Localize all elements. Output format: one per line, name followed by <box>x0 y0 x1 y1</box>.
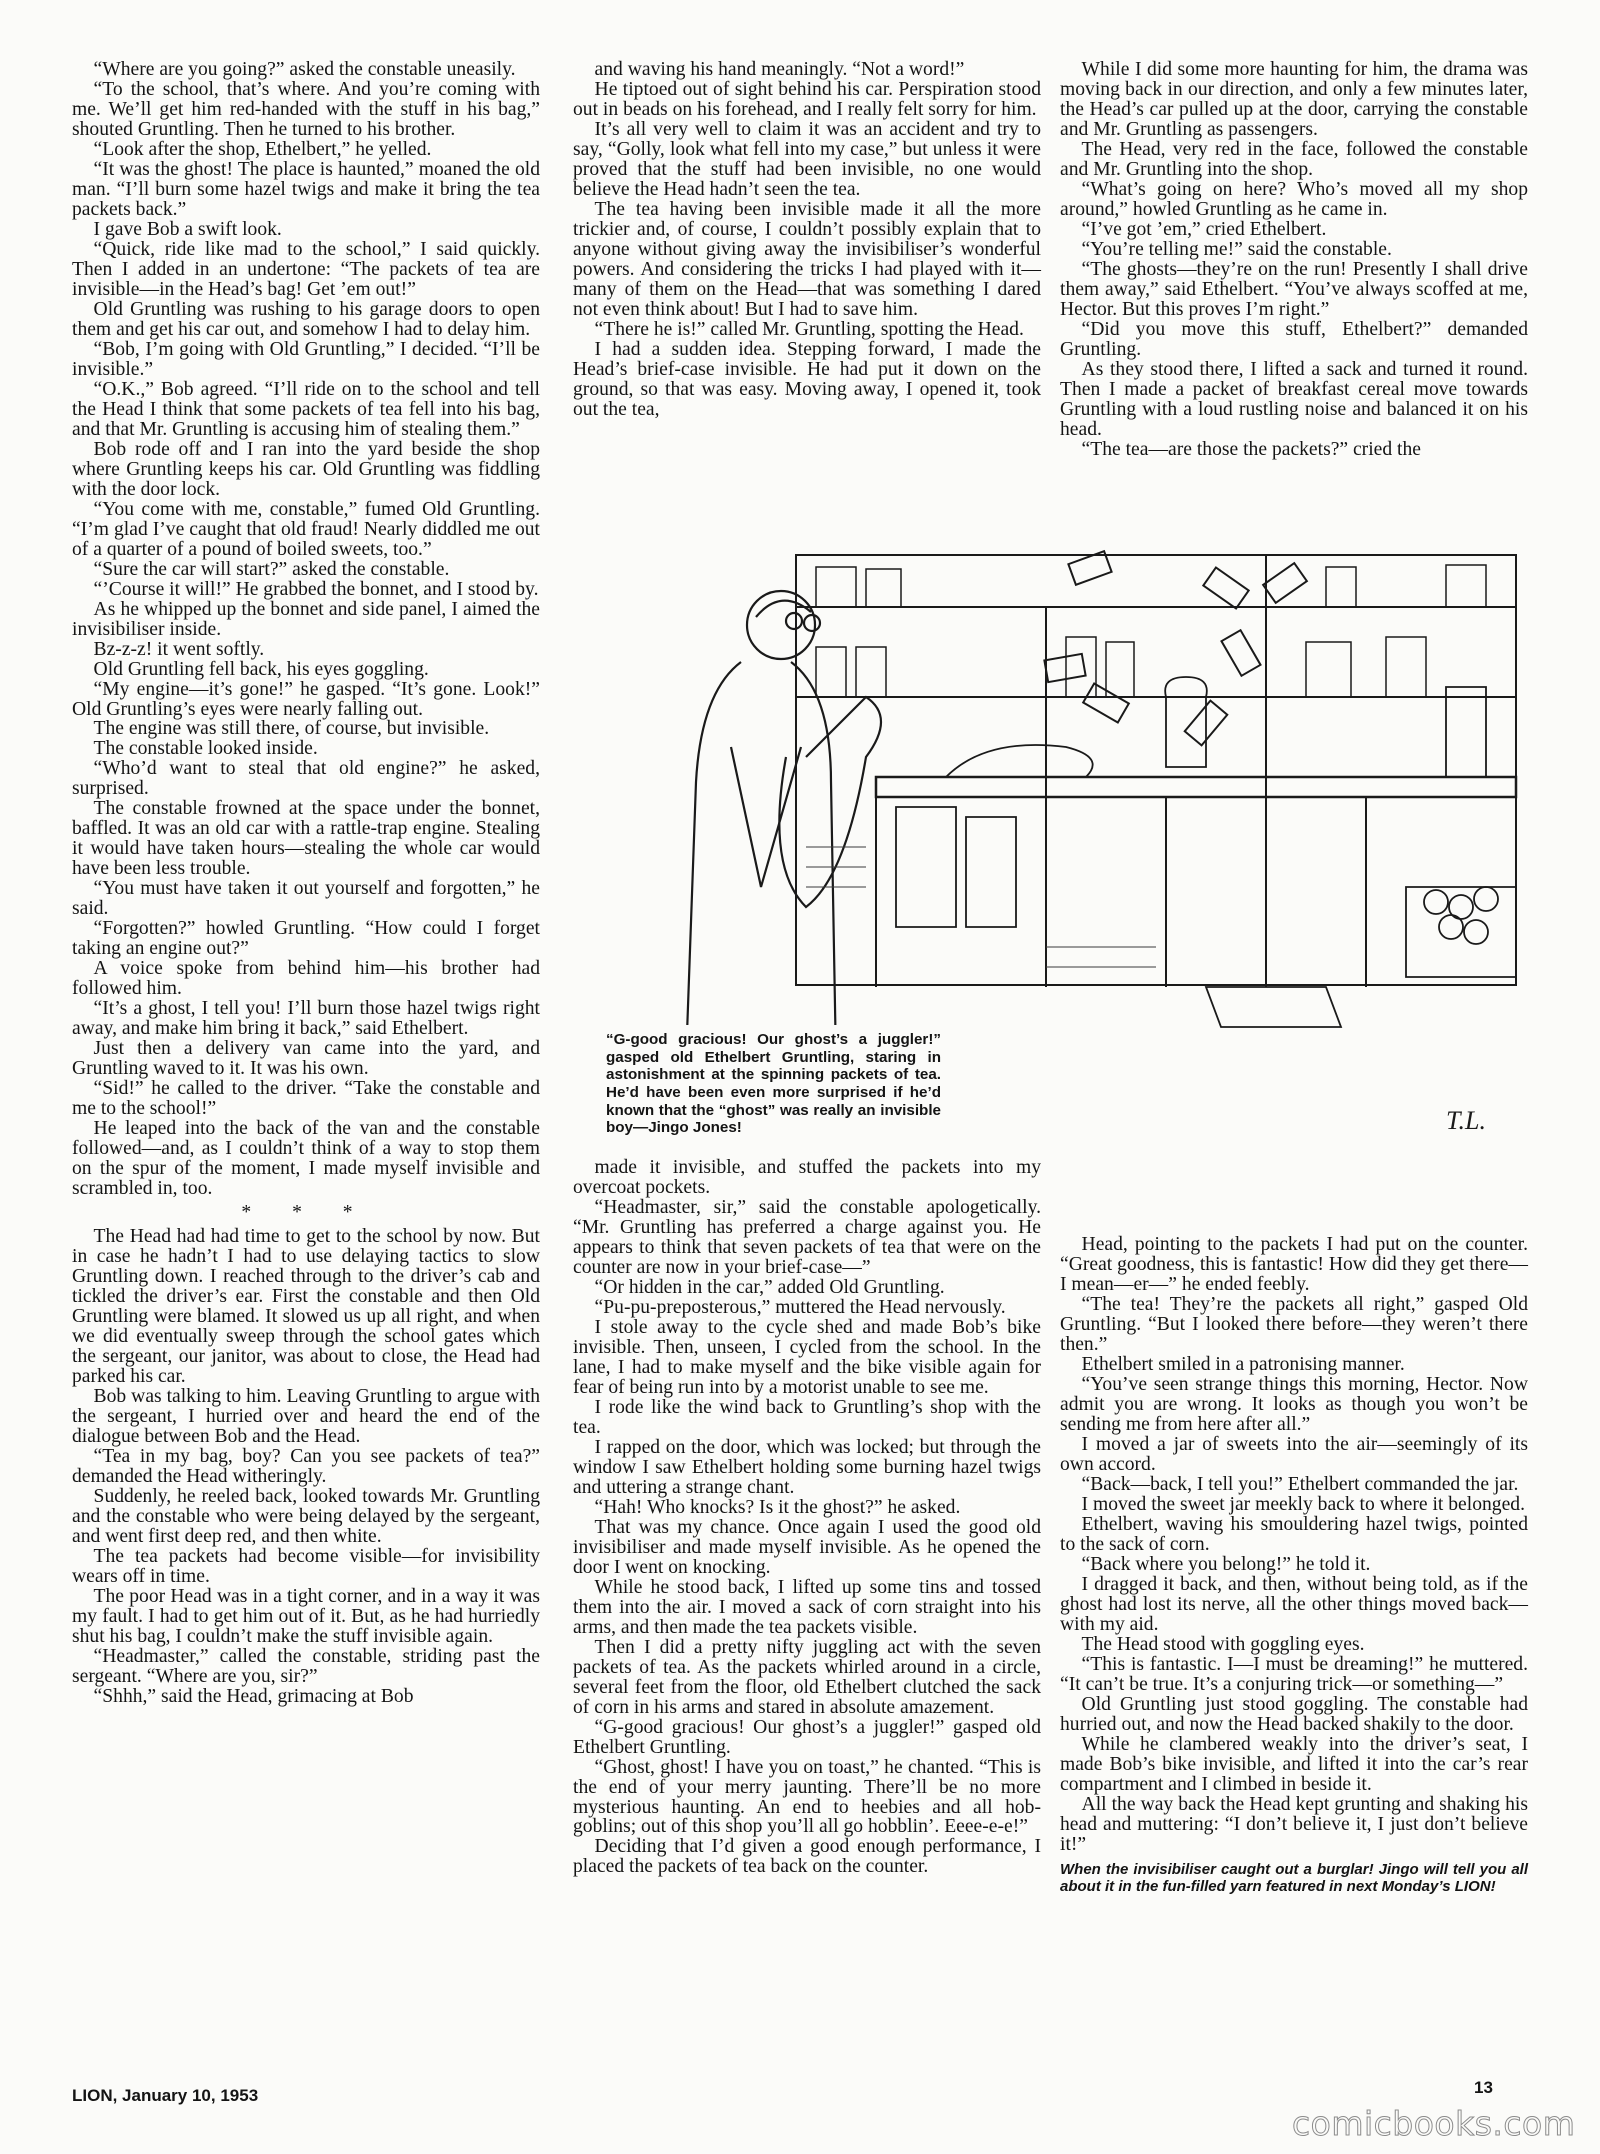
paragraph: “Tea in my bag, boy? Can you see packets of tea?” demanded the Head witheringly. <box>72 1445 540 1487</box>
paragraph: The engine was still there, of course, but invisible. <box>93 718 490 740</box>
paragraph: “Pu-pu-preposterous,” muttered the Head nervously. <box>594 1296 1006 1318</box>
paragraph: While he clambered weakly into the driver’s seat, I made Bob’s bike invisible, and lifted it into the car’s rear compartment and I climbed in beside it. <box>1060 1733 1528 1795</box>
paragraph: He leaped into the back of the van and the constable followed—and, as I couldn’t think of a way to stop them on the spur of the moment, I made myself invisible and scrambled in, too. <box>72 1118 540 1200</box>
paragraph: made it invisible, and stuffed the packets into my overcoat pockets. <box>573 1157 1041 1198</box>
paragraph: “O.K.,” Bob agreed. “I’ll ride on to the school and tell the Head I think that some packets of tea fell into his bag, and that Mr. Gruntling is accusing him of stealing them.” <box>72 378 540 440</box>
paragraph: The Head, very red in the face, followed the constable and Mr. Gruntling into the shop. <box>1060 138 1528 180</box>
paragraph: “The tea! They’re the packets all right,” gasped Old Gruntling. “But I looked there before—they weren’t there then.” <box>1060 1293 1528 1355</box>
paragraph: All the way back the Head kept grunting and shaking his head and muttering: “I don’t believe it, I just don’t believe it!” <box>1060 1793 1528 1855</box>
paragraph: Ethelbert smiled in a patronising manner. <box>1081 1353 1405 1375</box>
paragraph: “It was the ghost! The place is haunted,” moaned the old man. “I’ll burn some hazel twigs and make it bring the tea packets back.” <box>72 158 540 220</box>
paragraph: I had a sudden idea. Stepping forward, I made the Head’s brief-case invisible. He had put it down on the ground, so that was easy. Moving away, I opened it, took out the tea, <box>573 338 1041 420</box>
paragraph: I stole away to the cycle shed and made Bob’s bike invisible. Then, unseen, I cycled from the school. In the lane, I had to make myself and the bike visible again for fear of being run into by a motorist unable to see me. <box>573 1316 1041 1398</box>
paragraph: “Sure the car will start?” asked the constable. <box>93 558 450 580</box>
paragraph: The Head stood with goggling eyes. <box>1081 1633 1365 1655</box>
column-3-bottom <box>1060 1235 1528 1895</box>
paragraph: “Ghost, ghost! I have you on toast,” he chanted. “This is the end of your merry jaunting. There’ll be no more mysterious haunting. An end to heebies and all hob-goblins; out of this shop you’ll all go hobblin’. Eeee-e-e!” <box>573 1756 1041 1838</box>
paragraph: “Where are you going?” asked the constable uneasily. <box>93 59 516 80</box>
paragraph: Ethelbert, waving his smouldering hazel twigs, pointed to the sack of corn. <box>1060 1513 1528 1555</box>
paragraph: and waving his hand meaningly. “Not a word!” <box>594 59 965 80</box>
paragraph: As they stood there, I lifted a sack and turned it round. Then I made a packet of breakfast cereal move towards Gruntling with a loud rustling noise and balanced it on his head. <box>1060 358 1528 440</box>
illustration-signature: T.L. <box>1446 1106 1486 1135</box>
paragraph: The Head had had time to get to the school by now. But in case he hadn’t I had to use delaying tactics to slow Gruntling down. I reached through to the driver’s cab and tickled the driver’s ear. First the constable and then Old Gruntling were blamed. It slowed us up all right, and when we did eventually sweep through the school gates which the sergeant, our janitor, was about to close, the Head had parked his car. <box>72 1226 540 1387</box>
paragraph: “Shhh,” said the Head, grimacing at Bob <box>93 1685 414 1707</box>
paragraph: I rapped on the door, which was locked; but through the window I saw Ethelbert holding some burning hazel twigs and uttering a strange chant. <box>573 1436 1041 1498</box>
paragraph: Suddenly, he reeled back, looked towards Mr. Gruntling and the constable who were being delayed by the sergeant, and went first deep red, and then white. <box>72 1485 540 1547</box>
paragraph: “To the school, that’s where. And you’re coming with me. We’ll get him red-handed with the stuff in his bag,” shouted Gruntling. Then he turned to his brother. <box>72 78 540 140</box>
paragraph: “Who’d want to steal that old engine?” he asked, surprised. <box>72 758 540 800</box>
paragraph: “What’s going on here? Who’s moved all my shop around,” howled Gruntling as he came in. <box>1060 178 1528 220</box>
paragraph: “It’s a ghost, I tell you! I’ll burn those hazel twigs right away, and make him bring it back,” said Ethelbert. <box>72 998 540 1040</box>
flying-tea-packets <box>1044 551 1306 745</box>
paper-stack <box>1206 987 1341 1027</box>
site-watermark: comicbooks.com <box>1292 2104 1576 2143</box>
paragraph: The tea packets had become visible—for invisibility wears off in time. <box>72 1545 540 1587</box>
paragraph: Old Gruntling was rushing to his garage doors to open them and get his car out, and somehow I had to delay him. <box>72 298 540 340</box>
paragraph: Head, pointing to the packets I had put on the counter. “Great goodness, this is fantastic! How did they get there—I mean—er—” he ended feebly. <box>1060 1234 1528 1295</box>
paragraph: I moved a jar of sweets into the air—seemingly of its own accord. <box>1060 1433 1528 1475</box>
paragraph: “Headmaster,” called the constable, striding past the sergeant. “Where are you, sir?” <box>72 1645 540 1687</box>
paragraph: “Back where you belong!” he told it. <box>1081 1553 1371 1575</box>
paragraph: I dragged it back, and then, without being told, as if the ghost had lost its nerve, all the other things moved back—with my aid. <box>1060 1573 1528 1635</box>
paragraph: Bob rode off and I ran into the yard beside the shop where Gruntling keeps his car. Old Gruntling was fiddling with the door lock. <box>72 438 540 500</box>
produce-crate <box>1406 887 1516 977</box>
paragraph: Bz-z-z! it went softly. <box>93 638 265 660</box>
paragraph: He tiptoed out of sight behind his car. Perspiration stood out in beads on his forehead, and I really felt sorry for him. <box>573 78 1041 120</box>
issue-footer: LION, January 10, 1953 <box>72 2086 259 2105</box>
page-number: 13 <box>1474 2078 1493 2097</box>
paragraph: As he whipped up the bonnet and side panel, I aimed the invisibiliser inside. <box>72 598 540 640</box>
paragraph: It’s all very well to claim it was an accident and try to say, “Golly, look what fell into my case,” but unless it were proved that the stuff had been invisible, no one would believe the Head hadn’t seen the tea. <box>573 118 1041 200</box>
paragraph: Then I did a pretty nifty juggling act with the seven packets of tea. As the packets whirled around in a circle, several feet from the floor, old Ethelbert clutched the sack of corn in his arms and stared in absolute amazement. <box>573 1636 1041 1718</box>
paragraph: The tea having been invisible made it all the more trickier and, of course, I couldn’t possibly explain that to anyone without giving away the invisibiliser’s wonderful powers. And considering the tricks I had played with it—many of them on the Head—that was something I dared not even think about! But I had to save him. <box>573 198 1041 320</box>
paragraph: The poor Head was in a tight corner, and in a way it was my fault. I had to get him out of it. But, as he had hurriedly shut his bag, I couldn’t make the stuff invisible again. <box>72 1585 540 1647</box>
shopkeeper-figure <box>686 591 881 1062</box>
section-break: * * * <box>241 1202 371 1224</box>
paragraph: “Look after the shop, Ethelbert,” he yelled. <box>93 138 432 160</box>
paragraph: “This is fantastic. I—I must be dreaming!” he muttered. “It can’t be true. It’s a conjuring trick—or something—” <box>1060 1653 1528 1695</box>
paragraph: “Or hidden in the car,” added Old Gruntling. <box>594 1276 945 1298</box>
column-1 <box>72 60 540 1707</box>
paragraph: I rode like the wind back to Gruntling’s shop with the tea. <box>573 1396 1041 1438</box>
paragraph: Just then a delivery van came into the yard, and Gruntling waved to it. It was his own. <box>72 1038 540 1080</box>
paragraph: While he stood back, I lifted up some tins and tossed them into the air. I moved a sack of corn straight into his arms, and then made the tea packets visible. <box>573 1576 1041 1638</box>
paragraph: “Did you move this stuff, Ethelbert?” demanded Gruntling. <box>1060 318 1528 360</box>
paragraph: “Quick, ride like mad to the school,” I said quickly. Then I added in an undertone: “The packets of tea are invisible—in the Head’s bag! Get ’em out!” <box>72 238 540 300</box>
paragraph: “Forgotten?” howled Gruntling. “How could I forget taking an engine out?” <box>72 918 540 960</box>
paragraph: Old Gruntling fell back, his eyes goggling. <box>93 658 429 680</box>
paragraph: “There he is!” called Mr. Gruntling, spotting the Head. <box>594 318 1024 340</box>
paragraph: The constable frowned at the space under the bonnet, baffled. It was an old car with a rattle-trap engine. Stealing it would have taken hours—stealing the whole car would have been less trouble. <box>72 798 540 880</box>
paragraph: “You’ve seen strange things this morning, Hector. Now admit you are wrong. It looks as though you won’t be sending me from here after all.” <box>1060 1373 1528 1435</box>
paragraph: That was my chance. Once again I used the good old invisibiliser and made myself invisible. As he opened the door I went on knocking. <box>573 1516 1041 1578</box>
column-3-top <box>1060 60 1528 460</box>
paragraph: “My engine—it’s gone!” he gasped. “It’s gone. Look!” Old Gruntling’s eyes were nearly falling out. <box>72 678 540 720</box>
paragraph: While I did some more haunting for him, the drama was moving back in our direction, and only a few minutes later, the Head’s car pulled up at the door, carrying the constable and Mr. Gruntling as passengers. <box>1060 59 1528 140</box>
paragraph: “I’ve got ’em,” cried Ethelbert. <box>1081 218 1327 240</box>
paragraph: A voice spoke from behind him—his brother had followed him. <box>72 958 540 1000</box>
paragraph: Old Gruntling just stood goggling. The constable had hurried out, and now the Head backed shakily to the door. <box>1060 1693 1528 1735</box>
paragraph: “G-good gracious! Our ghost’s a juggler!” gasped old Ethelbert Gruntling. <box>573 1716 1041 1758</box>
paragraph: I moved the sweet jar meekly back to where it belonged. <box>1081 1493 1525 1515</box>
illustration-caption: “G-good gracious! Our ghost’s a juggler!” gasped old Ethelbert Gruntling, staring in astonishment at the spinning packets of tea. He’d have been even more surprised if he’d known that the “ghost” was really an invisible boy—Jingo Jones! <box>598 1025 949 1143</box>
shop-counter <box>876 777 1516 797</box>
shelf-unit <box>796 555 1516 985</box>
paragraph: The constable looked inside. <box>93 738 318 760</box>
paragraph: “Sid!” he called to the driver. “Take the constable and me to the school!” <box>72 1078 540 1120</box>
paragraph: “You come with me, constable,” fumed Old Gruntling. “I’m glad I’ve caught that old fraud! Nearly diddled me out of a quarter of a pound of boiled sweets, too.” <box>72 498 540 560</box>
column-2-top <box>573 60 1041 420</box>
paragraph: “’Course it will!” He grabbed the bonnet, and I stood by. <box>93 578 539 600</box>
paragraph: Deciding that I’d given a good enough performance, I placed the packets of tea back on the counter. <box>573 1836 1041 1878</box>
paragraph: “Back—back, I tell you!” Ethelbert commanded the jar. <box>1081 1473 1519 1495</box>
paragraph: I gave Bob a swift look. <box>93 218 282 240</box>
paragraph: “The tea—are those the packets?” cried the <box>1081 438 1421 460</box>
column-2-bottom <box>573 1158 1041 1877</box>
paragraph: “Bob, I’m going with Old Gruntling,” I decided. “I’ll be invisible.” <box>72 338 540 380</box>
paragraph: “You must have taken it out yourself and forgotten,” he said. <box>72 878 540 920</box>
paragraph: Bob was talking to him. Leaving Gruntling to argue with the sergeant, I hurried over and heard the end of the dialogue between Bob and the Head. <box>72 1385 540 1447</box>
paragraph: “Hah! Who knocks? Is it the ghost?” he asked. <box>594 1496 961 1518</box>
paragraph: “You’re telling me!” said the constable. <box>1081 238 1392 260</box>
paragraph: “The ghosts—they’re on the run! Presently I shall drive them away,” said Ethelbert. “You’ve always scoffed at me, Hector. But this proves I’m right.” <box>1060 258 1528 320</box>
next-issue-teaser: When the invisibiliser caught out a burglar! Jingo will tell you all about it in the fun-filled yarn featured in next Monday’s LION! <box>1060 1860 1528 1895</box>
paragraph: “Headmaster, sir,” said the constable apologetically. “Mr. Gruntling has preferred a charge against you. He appears to think that seven packets of tea that were on the counter are now in your brief-case—” <box>573 1196 1041 1278</box>
